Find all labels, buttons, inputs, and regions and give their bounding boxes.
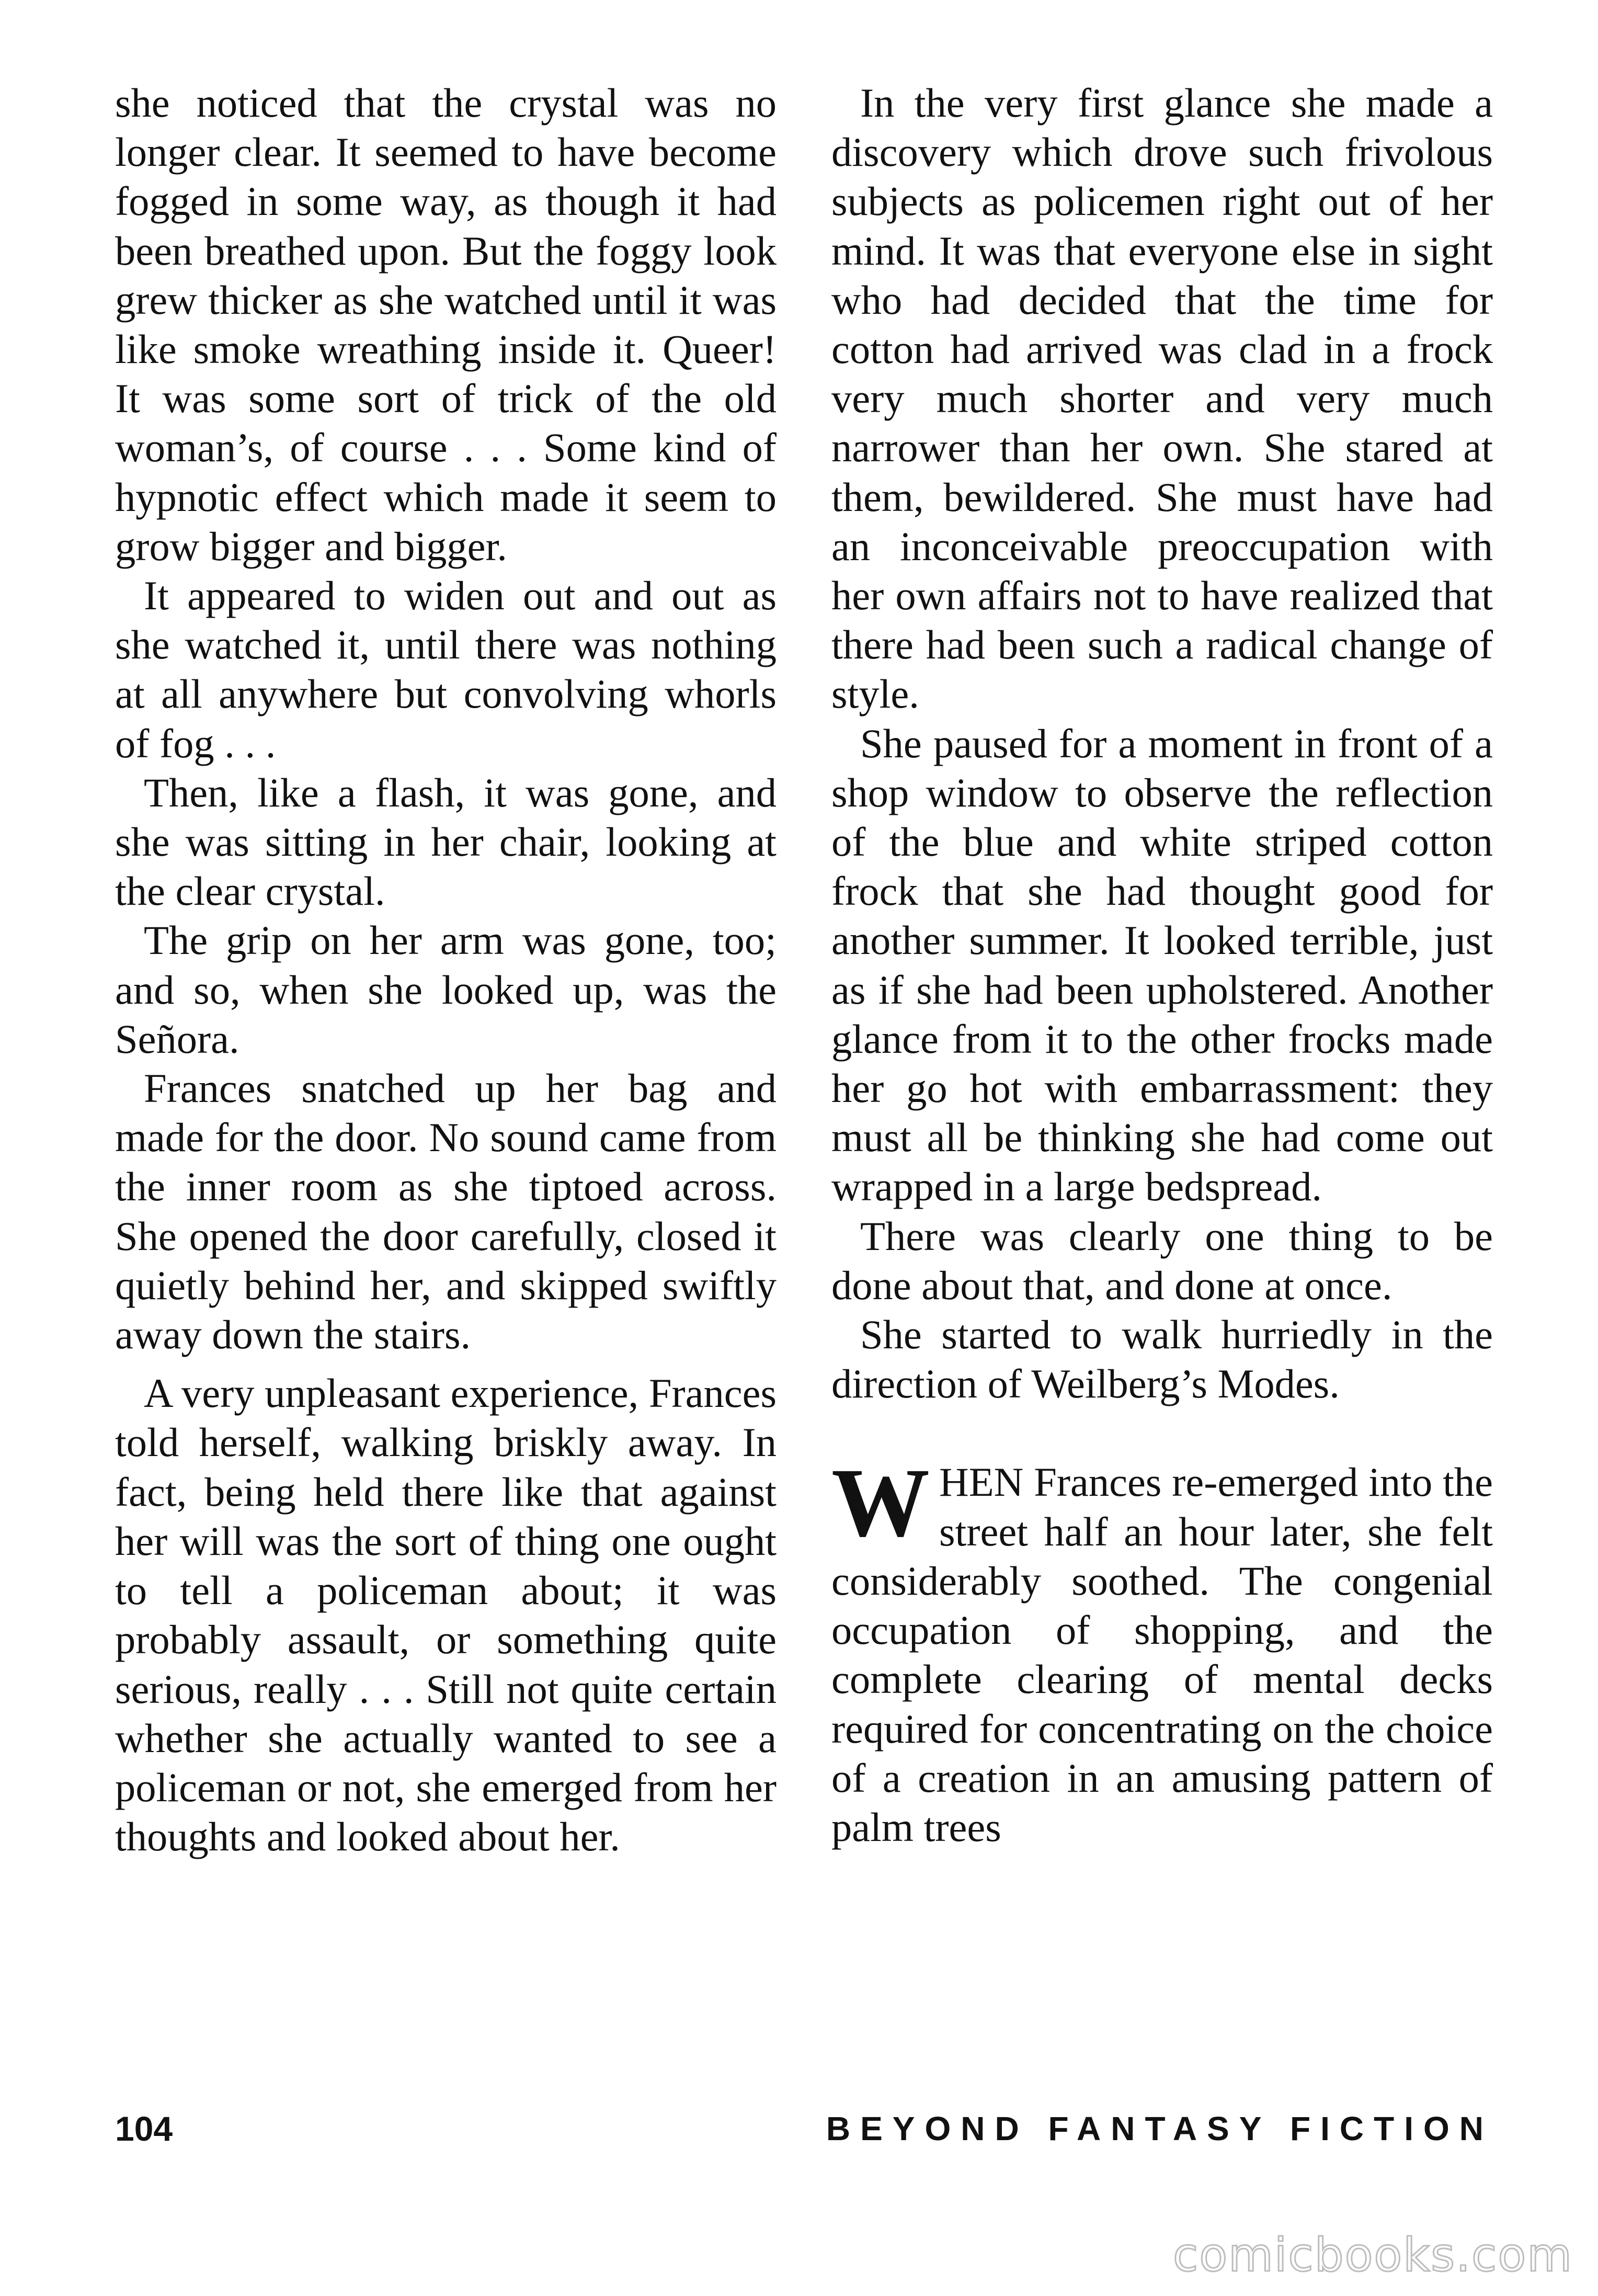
paragraph: She paused for a moment in front of a shop window to observe the reflection of the blue and white striped cotton frock that she had thought good for another summer. It looked terrible, just as if she had been upholstered. Another glance from it to the other frocks made her go hot with embarrassment: they must all be thinking she had come out wrapped in a large bedspread. — [831, 720, 1493, 1210]
paragraph: She started to walk hurriedly in the direction of Weilberg’s Modes. — [831, 1312, 1493, 1407]
paragraph: It appeared to widen out and out as she watched it, until there was nothing at all anywhere but convolving whorls of fog . . . — [115, 573, 777, 766]
paragraph: Then, like a flash, it was gone, and she was sitting in her chair, looking at the clear crystal. — [115, 769, 777, 914]
paragraph: There was clearly one thing to be done about that, and done at once. — [831, 1213, 1493, 1308]
section-break — [831, 1408, 1493, 1458]
paragraph: she noticed that the crystal was no longer clear. It seemed to have become fogged in some way, as though it had been breathed upon. But the foggy look grew thicker as she watched until it was like smoke wreathing inside it. Queer! It was some sort of trick of the old woman’s, of course . . . Some kind of hypnotic effect which made it seem to grow bigger and bigger. — [115, 80, 777, 569]
right-text-column — [831, 78, 1493, 1852]
paragraph: The grip on her arm was gone, too; and so, when she looked up, was the Señora. — [115, 917, 777, 1062]
page-number: 104 — [115, 2109, 173, 2148]
running-title: BEYOND FANTASY FICTION — [826, 2110, 1493, 2147]
watermark: comicbooks.com — [1172, 2228, 1573, 2282]
section-opening-text: HEN Frances re-emerged into the street half an hour later, she felt considerably soothed. The congenial occupation of shopping, and the complete clearing of mental decks required for concentrating on the choice of a creation in an amusing pattern of palm trees — [831, 1459, 1493, 1850]
drop-cap: W — [831, 1448, 930, 1558]
section-opening-paragraph — [831, 1448, 1493, 1852]
left-text-column — [115, 78, 777, 1861]
paragraph: A very unpleasant experience, Frances told herself, walking briskly away. In fact, being held there like that against her will was the sort of thing one ought to tell a policeman about; it was probably assault, or something quite serious, really . . . Still not quite certain whether she actually wanted to see a policeman or not, she emerged from her thoughts and looked about her. — [115, 1370, 777, 1860]
paragraph-gap — [115, 1359, 777, 1369]
paragraph: In the very first glance she made a discovery which drove such frivolous subjects as policemen right out of her mind. It was that everyone else in sight who had decided that the time for cotton had arrived was clad in a frock very much shorter and very much narrower than her own. She stared at them, bewildered. She must have had an inconceivable preoccupation with her own affairs not to have realized that there had been such a radical change of style. — [831, 80, 1493, 717]
paragraph: Frances snatched up her bag and made for the door. No sound came from the inner room as she tiptoed across. She opened the door carefully, closed it quietly behind her, and skipped swiftly away down the stairs. — [115, 1065, 777, 1358]
